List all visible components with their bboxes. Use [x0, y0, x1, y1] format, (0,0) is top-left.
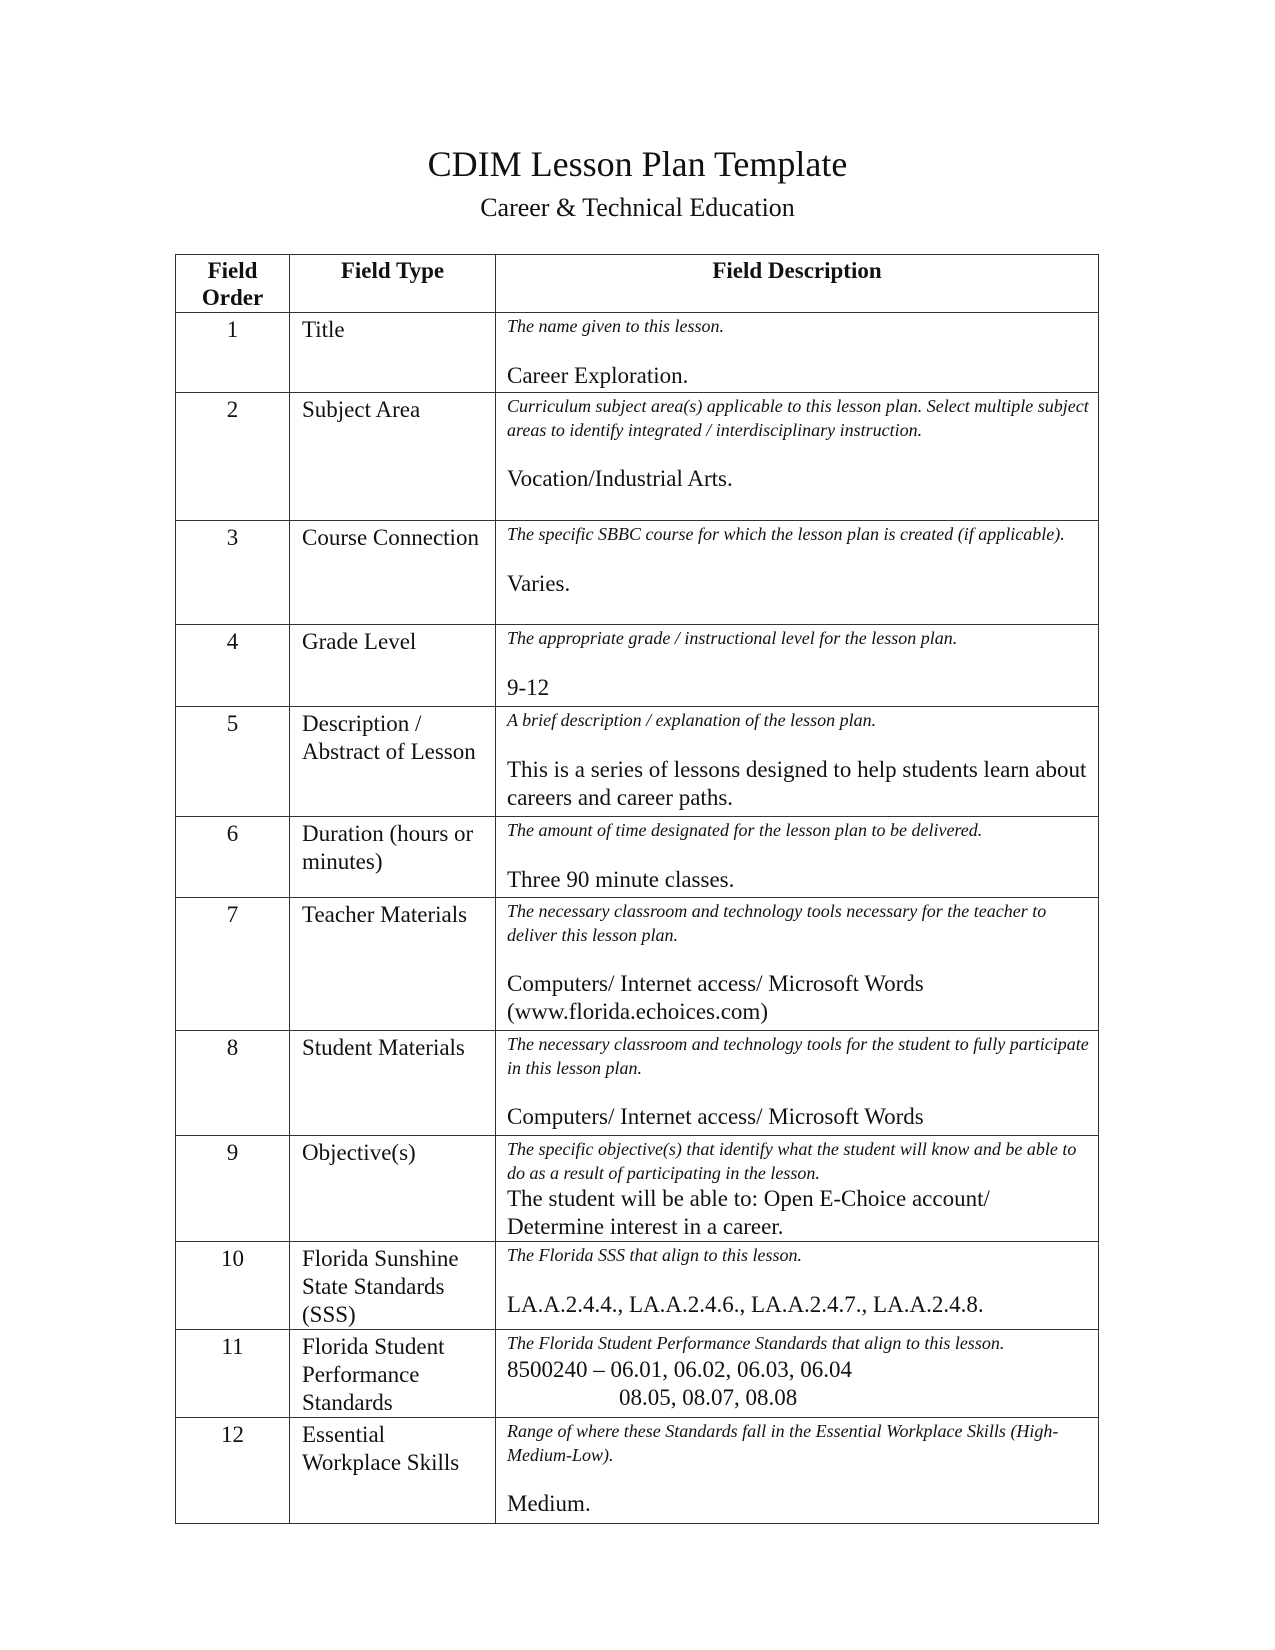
table-row: [176, 521, 1099, 625]
field-type: Course Connection: [290, 521, 496, 625]
field-value-line2: 08.05, 08.07, 08.08: [619, 1384, 798, 1410]
field-value: Computers/ Internet access/ Microsoft Words: [507, 1104, 924, 1129]
table-row: [176, 817, 1099, 898]
field-hint: The appropriate grade / instructional level for the lesson plan.: [507, 628, 958, 648]
field-value: Computers/ Internet access/ Microsoft Words (www.florida.echoices.com): [507, 971, 924, 1024]
field-order: 10: [176, 1242, 290, 1330]
field-type: Objective(s): [290, 1136, 496, 1242]
field-order: 3: [176, 521, 290, 625]
document-title: CDIM Lesson Plan Template: [427, 144, 848, 184]
table-row: [176, 313, 1099, 393]
header-field-description: Field Description: [496, 255, 1099, 313]
field-order: 4: [176, 625, 290, 707]
field-hint: The Florida SSS that align to this lesson.: [507, 1245, 803, 1265]
field-hint: The amount of time designated for the lesson plan to be delivered.: [507, 820, 983, 840]
field-type: Student Materials: [290, 1031, 496, 1136]
field-hint: The necessary classroom and technology tools for the student to fully participate in this lesson plan.: [507, 1034, 1089, 1078]
field-type: Subject Area: [290, 393, 496, 521]
field-type: Florida Student Performance Standards: [290, 1330, 496, 1418]
field-value: Three 90 minute classes.: [507, 866, 735, 892]
field-order: 8: [176, 1031, 290, 1136]
header-field-order: [176, 255, 290, 313]
field-value: 9-12: [507, 674, 550, 700]
field-type: Duration (hours or minutes): [290, 817, 496, 898]
field-type: Description / Abstract of Lesson: [290, 707, 496, 817]
field-value: Medium.: [507, 1491, 591, 1516]
table-row: [176, 898, 1099, 1031]
table-row: [176, 1031, 1099, 1136]
table-row: [176, 393, 1099, 521]
field-order: 6: [176, 817, 290, 898]
lesson-plan-table: [175, 254, 1099, 1524]
field-value: Varies.: [507, 570, 571, 596]
field-hint: Curriculum subject area(s) applicable to this lesson plan. Select multiple subject areas to identify integrated / interdisciplinary instruction.: [507, 396, 1089, 440]
field-value: This is a series of lessons designed to help students learn about careers and career paths.: [507, 756, 1087, 810]
header-field-type: Field Type: [290, 255, 496, 313]
field-type: Title: [290, 313, 496, 393]
field-order: 11: [176, 1330, 290, 1418]
field-value-line1: 8500240 – 06.01, 06.02, 06.03, 06.04: [507, 1356, 852, 1382]
field-hint: The specific objective(s) that identify what the student will know and be able to do as a result of participating in the lesson.: [507, 1139, 1077, 1183]
table-row: [176, 1330, 1099, 1418]
field-order: 1: [176, 313, 290, 393]
field-type: Essential Workplace Skills: [290, 1418, 496, 1524]
field-description: [496, 1330, 1099, 1418]
field-description: [496, 625, 1099, 707]
field-type: Florida Sunshine State Standards (SSS): [290, 1242, 496, 1330]
field-value: Career Exploration.: [507, 362, 689, 388]
field-type: Teacher Materials: [290, 898, 496, 1031]
field-hint: The necessary classroom and technology tools necessary for the teacher to deliver this lesson plan.: [507, 901, 1047, 945]
field-hint: Range of where these Standards fall in the Essential Workplace Skills (High-Medium-Low).: [507, 1421, 1059, 1465]
field-order: 2: [176, 393, 290, 521]
field-order: 9: [176, 1136, 290, 1242]
field-type: Grade Level: [290, 625, 496, 707]
field-description: [496, 393, 1099, 521]
table-row: [176, 625, 1099, 707]
field-value: LA.A.2.4.4., LA.A.2.4.6., LA.A.2.4.7., LA.A.2.4.8.: [507, 1291, 984, 1317]
field-description: [496, 1136, 1099, 1242]
field-description: [496, 1418, 1099, 1524]
field-description: [496, 1031, 1099, 1136]
field-description: [496, 817, 1099, 898]
field-order: 5: [176, 707, 290, 817]
field-description: [496, 707, 1099, 817]
field-order: 7: [176, 898, 290, 1031]
field-hint: The name given to this lesson.: [507, 316, 724, 336]
table-row: [176, 1136, 1099, 1242]
document-subtitle: Career & Technical Education: [480, 193, 795, 222]
table-row: [176, 707, 1099, 817]
field-description: [496, 313, 1099, 393]
field-value: Vocation/Industrial Arts.: [507, 466, 733, 491]
header-field-order-line2: Order: [201, 285, 264, 310]
field-description: [496, 898, 1099, 1031]
table-row: [176, 1418, 1099, 1524]
field-order: 12: [176, 1418, 290, 1524]
field-value: The student will be able to: Open E-Choice account/ Determine interest in a career.: [507, 1186, 990, 1239]
field-hint: A brief description / explanation of the lesson plan.: [507, 710, 877, 730]
field-hint: The Florida Student Performance Standards that align to this lesson.: [507, 1333, 1005, 1353]
header-field-order-line1: Field: [207, 258, 258, 283]
table-row: [176, 1242, 1099, 1330]
field-description: [496, 521, 1099, 625]
table-header-row: [176, 255, 1099, 313]
field-hint: The specific SBBC course for which the lesson plan is created (if applicable).: [507, 524, 1065, 544]
field-description: [496, 1242, 1099, 1330]
